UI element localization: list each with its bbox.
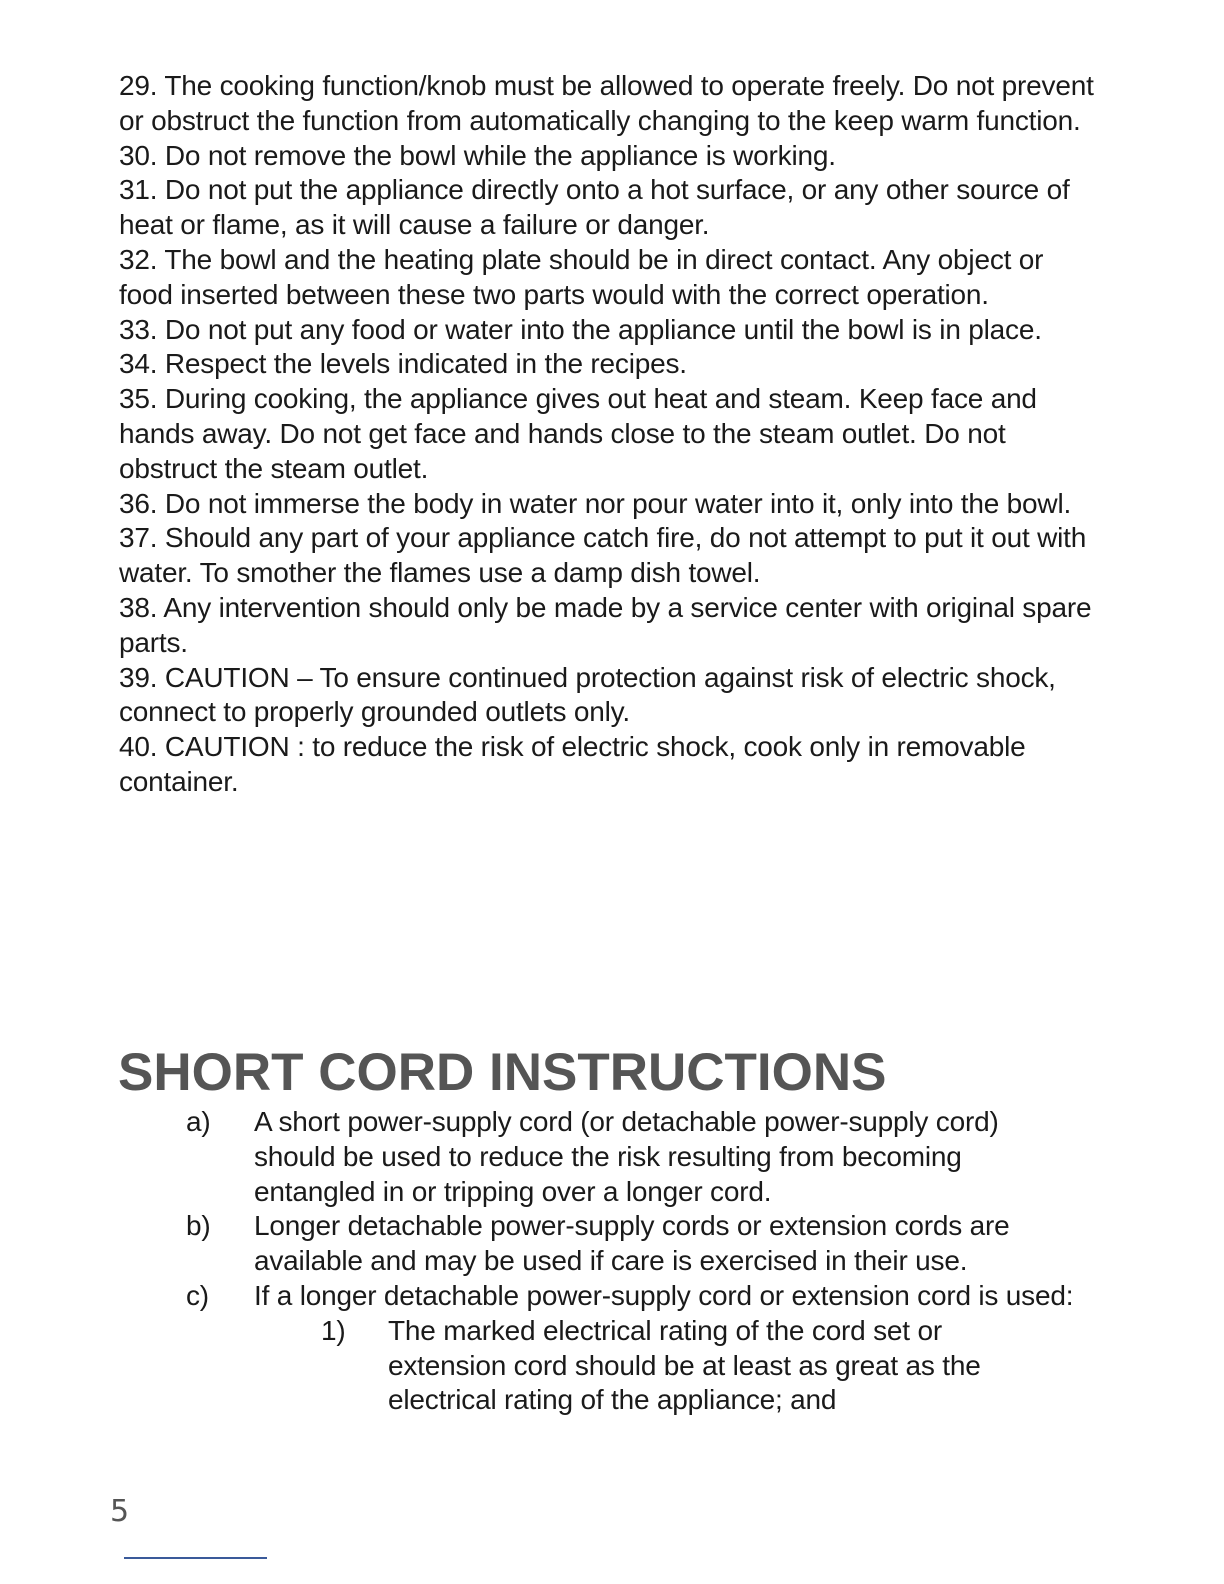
short-cord-item-a bbox=[186, 1105, 1086, 1209]
bottom-rule-divider bbox=[124, 1557, 267, 1559]
item-marker: b) bbox=[186, 1210, 211, 1242]
list-item-37: 37. Should any part of your appliance catch fire, do not attempt to put it out with water. To smother the flames use a damp dish towel. bbox=[119, 522, 1087, 589]
item-marker: a) bbox=[186, 1106, 211, 1137]
short-cord-item-b bbox=[186, 1209, 1086, 1279]
short-cord-list bbox=[186, 1105, 1086, 1418]
list-item-30: 30. Do not remove the bowl while the appliance is working. bbox=[119, 139, 836, 171]
list-item-33: 33. Do not put any food or water into the appliance until the bowl is in place. bbox=[119, 313, 1042, 345]
short-cord-item-c bbox=[186, 1279, 1086, 1314]
list-item-39: 39. CAUTION – To ensure continued protection against risk of electric shock, connect to properly grounded outlets only. bbox=[119, 661, 1056, 728]
list-item-29: 29. The cooking function/knob must be allowed to operate freely. Do not prevent or obstruct the function from automatically changing to the keep warm function. bbox=[119, 70, 1094, 136]
list-item-40: 40. CAUTION : to reduce the risk of electric shock, cook only in removable container. bbox=[119, 731, 1026, 797]
page-number: 5 bbox=[110, 1494, 130, 1529]
section-title: SHORT CORD INSTRUCTIONS bbox=[118, 1043, 887, 1102]
item-text: If a longer detachable power-supply cord or extension cord is used: bbox=[254, 1279, 1074, 1311]
item-text: A short power-supply cord (or detachable power-supply cord) should be used to reduce the risk resulting from becoming entangled in or tripping over a longer cord. bbox=[254, 1106, 999, 1207]
list-item-36: 36. Do not immerse the body in water nor pour water into it, only into the bowl. bbox=[119, 487, 1072, 519]
list-item-34: 34. Respect the levels indicated in the recipes. bbox=[119, 348, 687, 380]
safety-instructions-list bbox=[119, 69, 1094, 800]
sub-item-marker: 1) bbox=[321, 1314, 346, 1346]
list-item-31: 31. Do not put the appliance directly onto a hot surface, or any other source of heat or flame, as it will cause a failure or danger. bbox=[119, 174, 1070, 241]
item-marker: c) bbox=[186, 1279, 209, 1311]
list-item-32: 32. The bowl and the heating plate should be in direct contact. Any object or food inserted between these two parts would with the correct operation. bbox=[119, 243, 1044, 310]
short-cord-sub-list bbox=[321, 1314, 1021, 1418]
short-cord-sub-item-1 bbox=[321, 1314, 1021, 1418]
sub-item-text: The marked electrical rating of the cord set or extension cord should be at least as great as the electrical rating of the appliance; and bbox=[388, 1314, 981, 1416]
list-item-35: 35. During cooking, the appliance gives out heat and steam. Keep face and hands away. Do not get face and hands close to the steam outlet. Do not obstruct the steam outlet. bbox=[119, 383, 1037, 484]
list-item-38: 38. Any intervention should only be made by a service center with original spare parts. bbox=[119, 591, 1092, 658]
item-text: Longer detachable power-supply cords or extension cords are available and may be used if care is exercised in their use. bbox=[254, 1210, 1010, 1277]
